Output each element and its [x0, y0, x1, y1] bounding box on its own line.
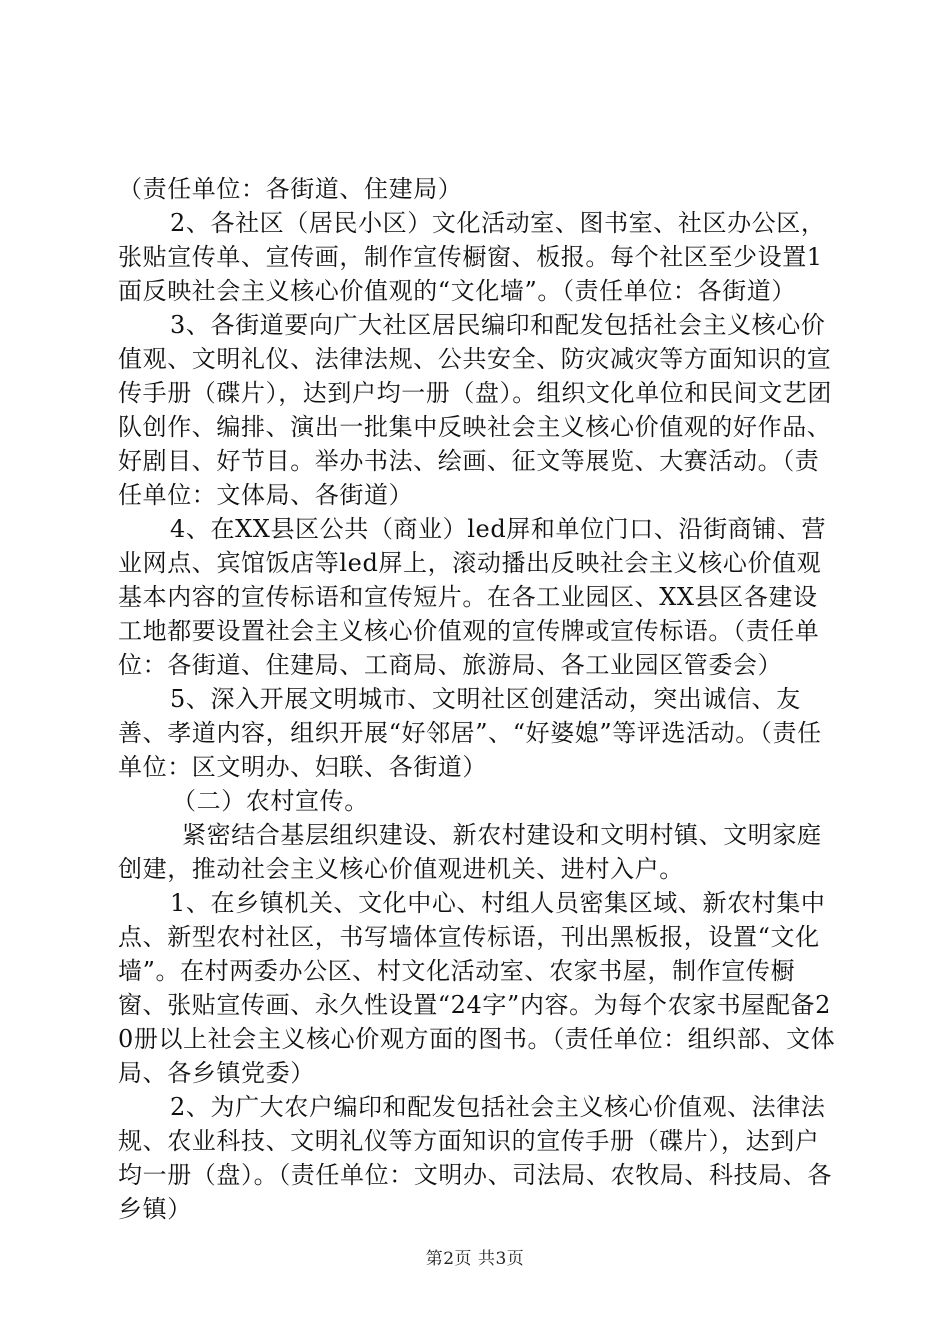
document-body	[118, 172, 838, 1226]
paragraph-rural-item-2: 2、为广大农户编印和配发包括社会主义核心价值观、法律法规、农业科技、文明礼仪等方面知识的宣传手册（碟片），达到户均一册（盘）。（责任单位：文明办、司法局、农牧局、科技局、各乡镇）	[118, 1093, 832, 1223]
paragraph-responsible-units: （责任单位：各街道、住建局）	[118, 175, 463, 203]
paragraph-rural-item-1: 1、在乡镇机关、文化中心、村组人员密集区域、新农村集中点、新型农村社区，书写墙体宣传标语，刊出黑板报，设置“文化墙”。在村两委办公区、村文化活动室、农家书屋，制作宣传橱窗、张贴宣传画、永久性设置“24字”内容。为每个农家书屋配备20册以上社会主义核心价观方面的图书。（责任单位：组织部、文体局、各乡镇党委）	[118, 889, 836, 1087]
paragraph-item-4-led-screens: 4、在XX县区公共（商业）led屏和单位门口、沿街商铺、营业网点、宾馆饭店等led屏上，滚动播出反映社会主义核心价值观基本内容的宣传标语和宣传短片。在各工业园区、XX县区各建设工地都要设置社会主义核心价值观的宣传牌或宣传标语。（责任单位：各街道、住建局、工商局、旅游局、各工业园区管委会）	[118, 515, 827, 679]
paragraph-item-2-community: 2、各社区（居民小区）文化活动室、图书室、社区办公区，张贴宣传单、宣传画，制作宣传橱窗、板报。每个社区至少设置1面反映社会主义核心价值观的“文化墙”。（责任单位：各街道）	[118, 209, 826, 305]
page-footer: 第2页 共3页	[425, 1249, 525, 1269]
section-heading-rural: （二）农村宣传。	[172, 787, 369, 815]
paragraph-rural-intro: 紧密结合基层组织建设、新农村建设和文明村镇、文明家庭创建，推动社会主义核心价值观进机关、进村入户。	[118, 821, 822, 883]
paragraph-item-3-handbook: 3、各街道要向广大社区居民编印和配发包括社会主义核心价值观、文明礼仪、法律法规、公共安全、防灾减灾等方面知识的宣传手册（碟片），达到户均一册（盘）。组织文化单位和民间文艺团队创作、编排、演出一批集中反映社会主义核心价值观的好作品、好剧目、好节目。举办书法、绘画、征文等展览、大赛活动。（责任单位：文体局、各街道）	[118, 311, 832, 509]
paragraph-item-5-civilization: 5、深入开展文明城市、文明社区创建活动，突出诚信、友善、孝道内容，组织开展“好邻居”、“好婆媳”等评选活动。（责任单位：区文明办、妇联、各街道）	[118, 685, 822, 781]
